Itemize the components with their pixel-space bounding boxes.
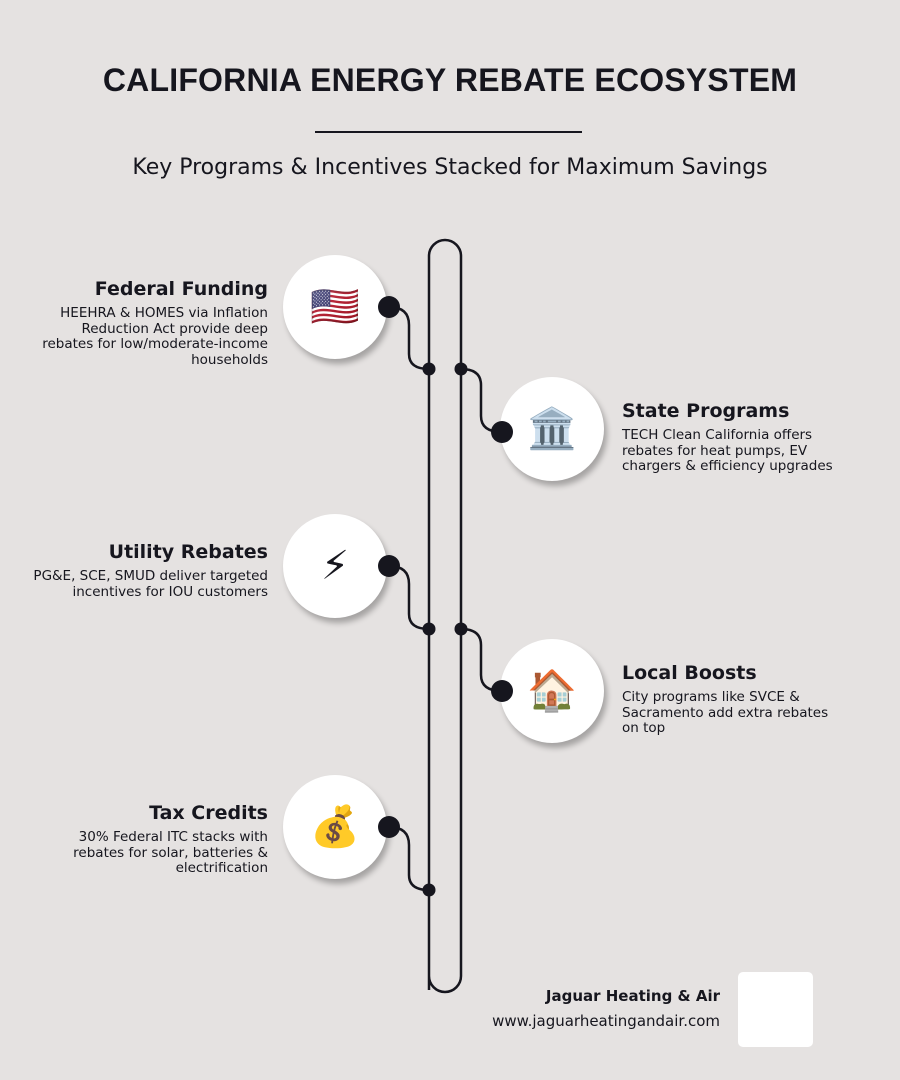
money-bag-icon: 💰 (310, 804, 360, 850)
item-description: HEEHRA & HOMES via Inflation Reduction Act provide deep rebates for low/moderate-income households (42, 305, 268, 368)
state-programs-icon-circle (500, 377, 604, 481)
connector-node (378, 296, 400, 318)
lightning-bolt-icon: ⚡ (320, 543, 350, 589)
federal-funding-item (28, 278, 268, 368)
item-title: Federal Funding (94, 278, 268, 300)
item-title: Tax Credits (149, 802, 268, 824)
brand-url[interactable]: www.jaguarheatingandair.com (492, 1012, 720, 1030)
item-title: Utility Rebates (108, 541, 268, 563)
tax-credits-icon-circle (283, 775, 387, 879)
classical-building-icon: 🏛️ (527, 406, 577, 452)
utility-rebates-icon-circle (283, 514, 387, 618)
page-title: CALIFORNIA ENERGY REBATE ECOSYSTEM (102, 62, 798, 98)
federal-funding-icon-circle (283, 255, 387, 359)
local-boosts-icon-circle (500, 639, 604, 743)
house-icon: 🏠 (527, 668, 577, 714)
logo-placeholder (738, 972, 813, 1047)
item-description: PG&E, SCE, SMUD deliver targeted incentives for IOU customers (33, 568, 268, 600)
item-description: TECH Clean California offers rebates for heat pumps, EV chargers & efficiency upgrades (622, 427, 833, 474)
connector-node (378, 816, 400, 838)
connector-node (491, 680, 513, 702)
utility-rebates-item (28, 541, 268, 600)
item-description: City programs like SVCE & Sacramento add extra rebates on top (622, 689, 829, 736)
item-title: State Programs (622, 400, 790, 422)
page-subtitle: Key Programs & Incentives Stacked for Maximum Savings (132, 155, 768, 180)
item-description: 30% Federal ITC stacks with rebates for solar, batteries & electrification (73, 829, 268, 876)
connector-node (491, 421, 513, 443)
item-title: Local Boosts (622, 662, 757, 684)
brand-name: Jaguar Heating & Air (545, 987, 720, 1005)
state-programs-item (622, 400, 842, 475)
local-boosts-item (622, 662, 842, 737)
us-flag-icon: 🇺🇸 (310, 284, 360, 330)
tax-credits-item (28, 802, 268, 877)
connector-node (378, 555, 400, 577)
